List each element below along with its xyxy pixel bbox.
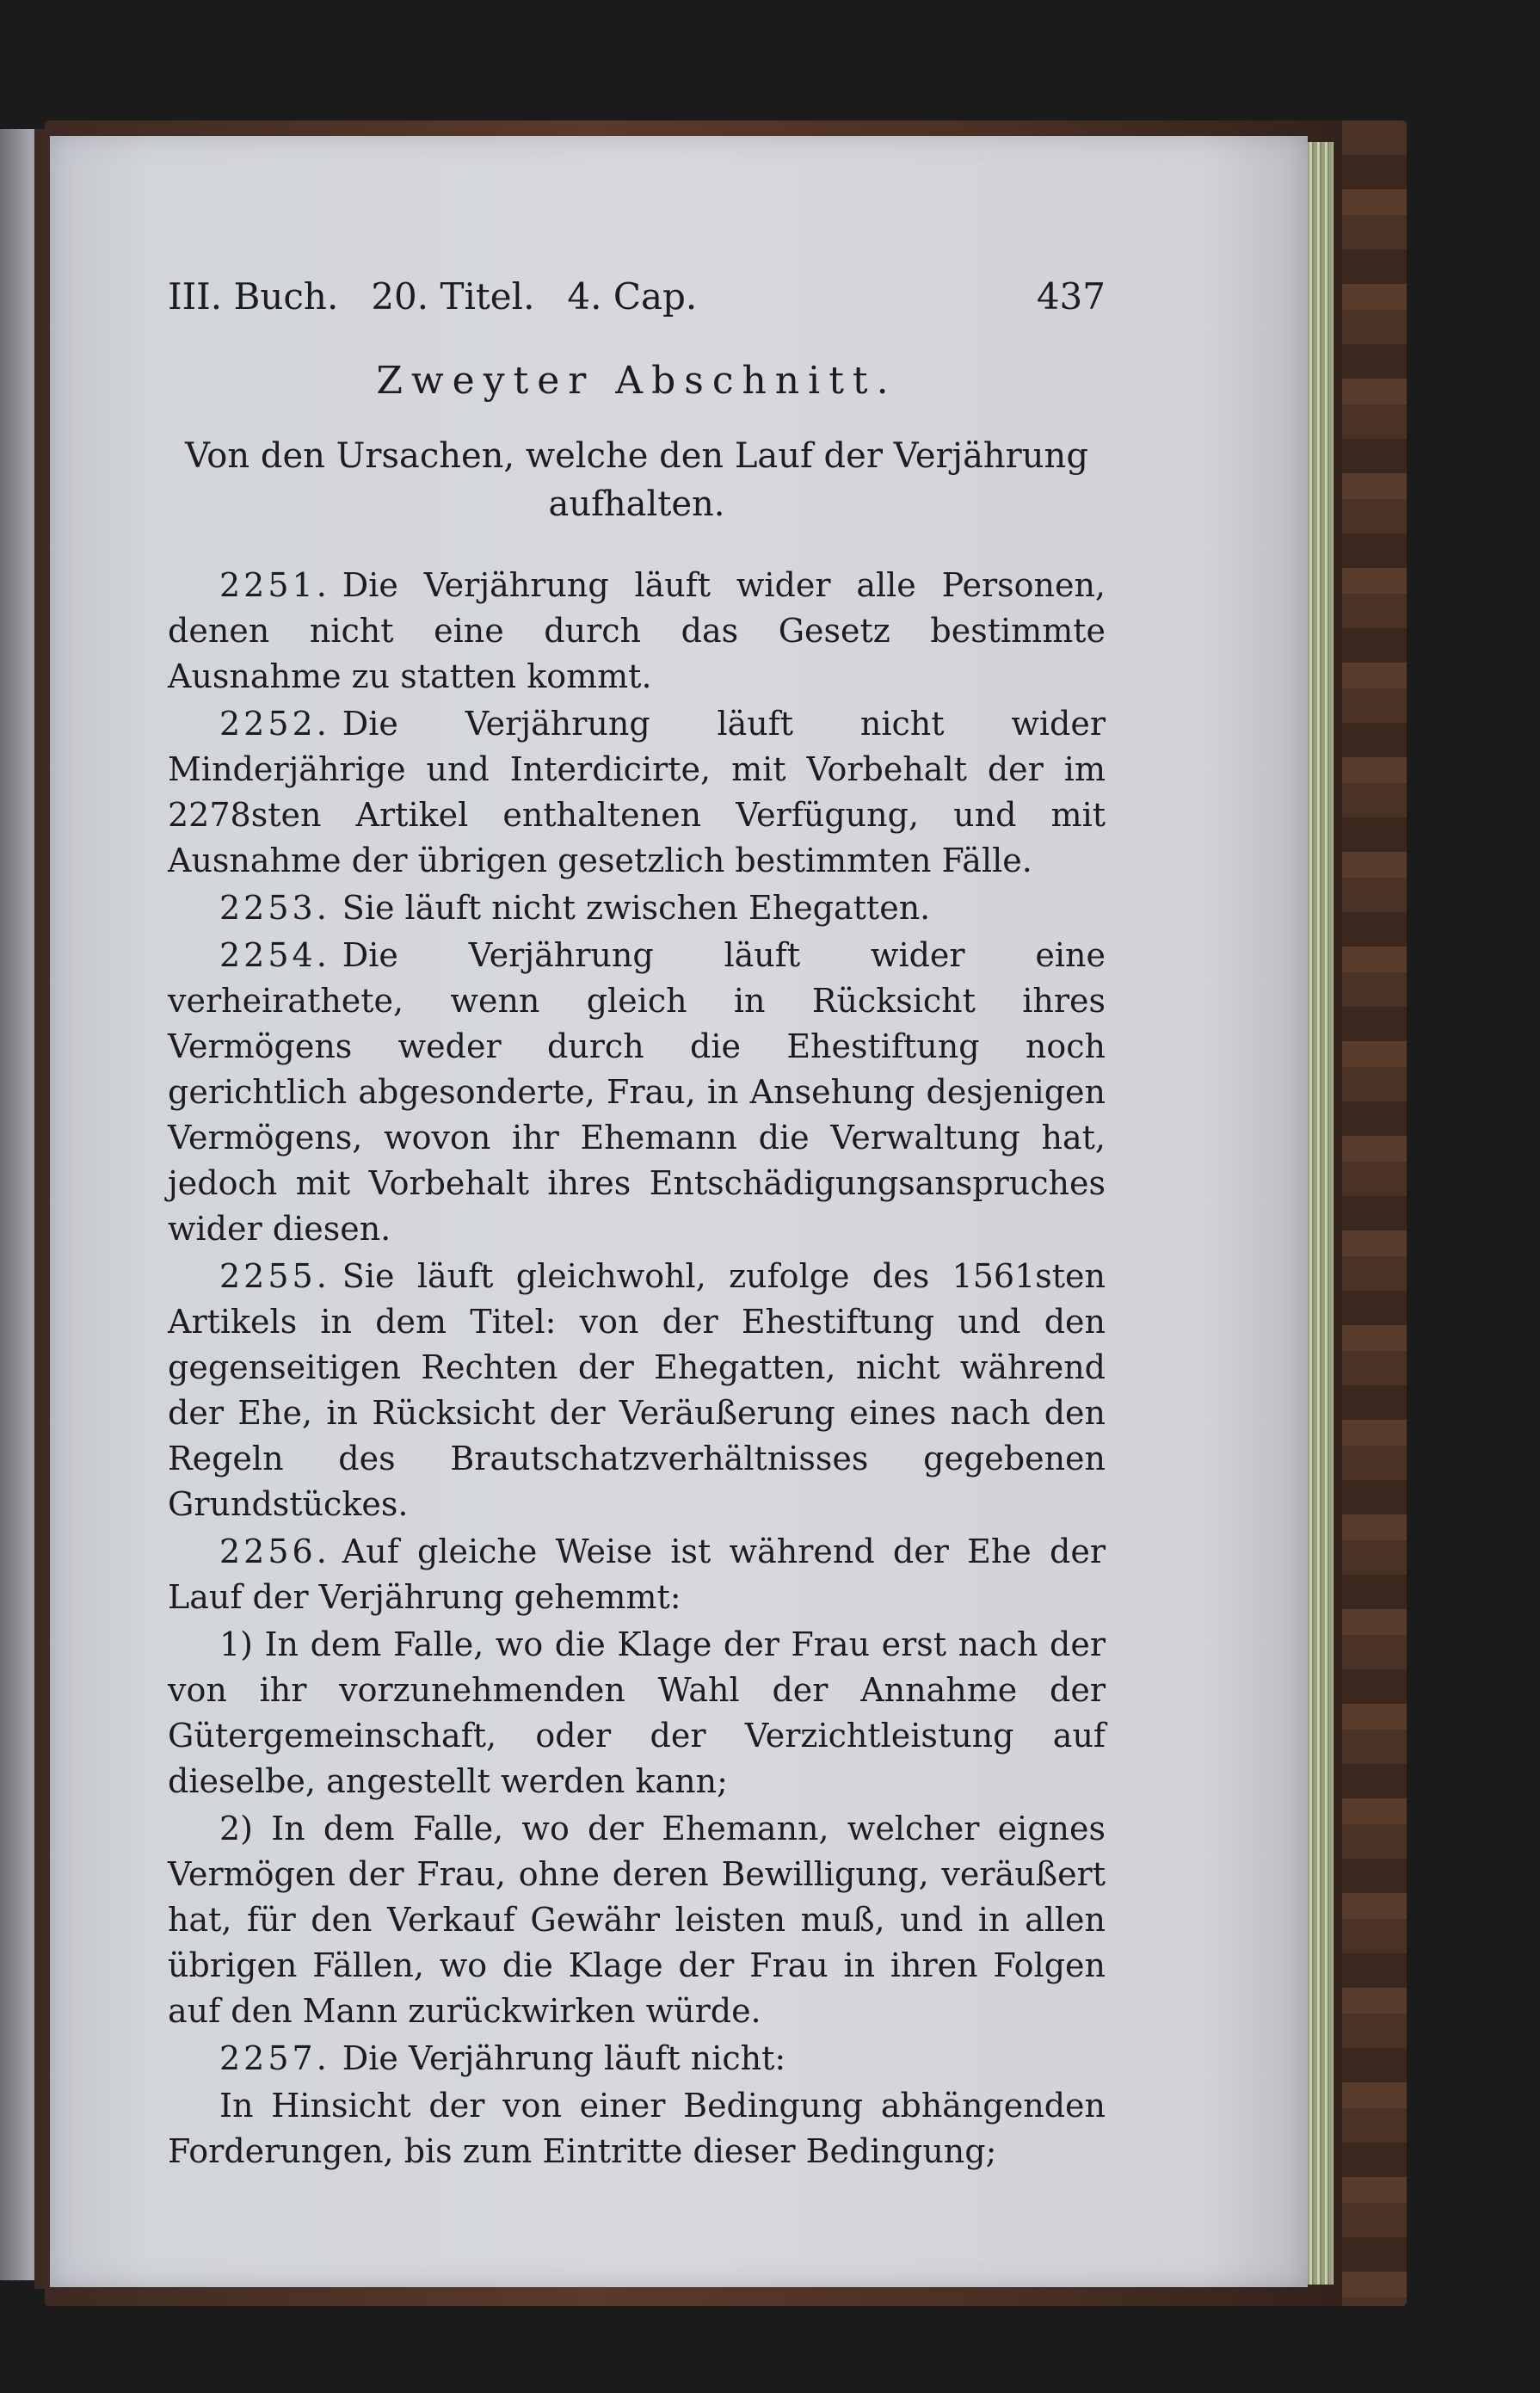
paragraph-2251 — [168, 563, 1106, 700]
paragraph-2254 — [168, 933, 1106, 1252]
final-clause: In Hinsicht der von einer Bedingung abhängenden Forderungen, bis zum Eintritte dieser Bedingung; — [168, 2087, 1106, 2170]
paragraph-text: Auf gleiche Weise ist während der Ehe der Lauf der Verjährung gehemmt: — [168, 1533, 1106, 1616]
paragraph-number: 2251. — [219, 566, 330, 604]
paragraph-number: 2256. — [219, 1533, 330, 1570]
paragraph-text: Die Verjährung läuft wider eine verheirathete, wenn gleich in Rücksicht ihres Vermögens weder durch die Ehestiftung noch gerichtlich abgesonderte, Frau, in Ansehung desjenigen Vermögens, wovon ihr Ehemann die Verwaltung hat, jedoch mit Vorbehalt ihres Entschädigungsanspruches wider diesen. — [168, 936, 1106, 1248]
section-title: Zweyter Abschnitt. — [376, 359, 897, 403]
running-title — [168, 275, 697, 318]
header-chapter: 4. Cap. — [567, 275, 698, 318]
paragraph-text: Sie läuft nicht zwischen Ehegatten. — [342, 889, 931, 927]
list-item-2: 2) In dem Falle, wo der Ehemann, welcher eignes Vermögen der Frau, ohne deren Bewilligung, veräußert hat, für den Verkauf Gewähr leisten muß, und in allen übrigen Fällen, wo die Klage der Frau in ihren Folgen auf den Mann zurückwirken würde. — [168, 1810, 1106, 2030]
running-header — [168, 275, 1106, 318]
paragraph-2252 — [168, 701, 1106, 884]
paragraph-2253 — [168, 885, 1106, 931]
paragraph-number: 2252. — [219, 705, 330, 743]
paragraph-number: 2257. — [219, 2039, 330, 2077]
cover-edge — [1342, 120, 1407, 2306]
list-item-1: 1) In dem Falle, wo die Klage der Frau erst nach der von ihr vorzunehmenden Wahl der Annahme der Gütergemeinschaft, oder der Verzichtleistung auf dieselbe, angestellt werden kann; — [168, 1625, 1106, 1800]
paragraph-number: 2253. — [219, 889, 330, 927]
header-book: III. Buch. — [168, 275, 339, 318]
paragraph-2256 — [168, 1529, 1106, 1620]
paragraph-text: Die Verjährung läuft nicht: — [342, 2039, 786, 2077]
header-title: 20. Titel. — [371, 275, 535, 318]
section-subtitle: Von den Ursachen, welche den Lauf der Verjährung aufhalten. — [185, 436, 1088, 524]
paragraph-2257 — [168, 2036, 1106, 2082]
paragraph-number: 2255. — [219, 1257, 330, 1295]
paragraph-text: Die Verjährung läuft nicht wider Minderjährige und Interdicirte, mit Vorbehalt der im 2278sten Artikel enthaltenen Verfügung, und mit Ausnahme der übrigen gesetzlich bestimmten Fälle. — [168, 705, 1106, 879]
paragraph-text: Sie läuft gleichwohl, zufolge des 1561sten Artikels in dem Titel: von der Ehestiftung und den gegenseitigen Rechten der Ehegatten, nicht während der Ehe, in Rücksicht der Veräußerung eines nach den Regeln des Brautschatzverhältnisses gegebenen Grundstückes. — [168, 1257, 1106, 1523]
paragraph-text: Die Verjährung läuft wider alle Personen, denen nicht eine durch das Gesetz bestimmte Ausnahme zu statten kommt. — [168, 566, 1106, 695]
paragraph-number: 2254. — [219, 936, 330, 974]
page-number: 437 — [1036, 275, 1106, 318]
paragraph-2255 — [168, 1254, 1106, 1527]
page-text — [168, 275, 1106, 2176]
